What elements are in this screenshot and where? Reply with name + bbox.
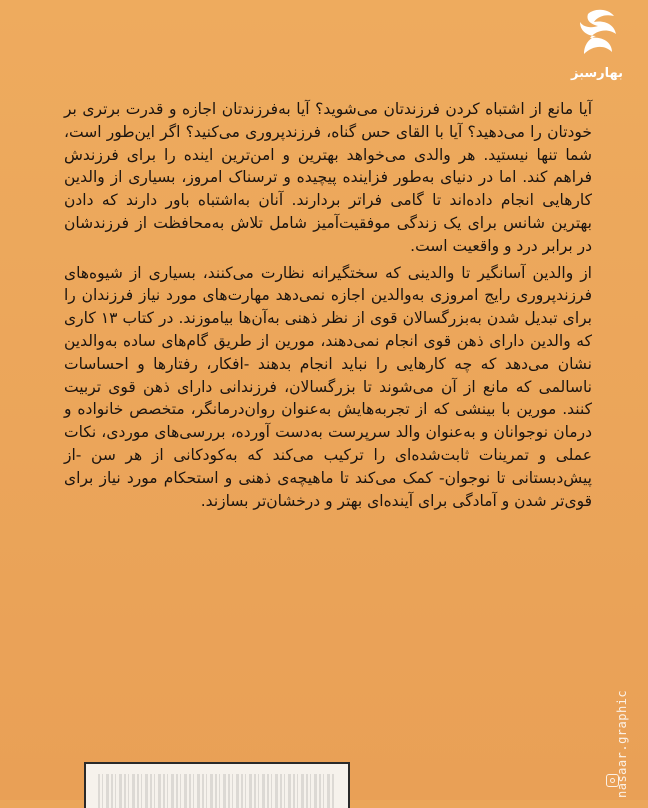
barcode-lines <box>98 774 336 808</box>
publisher-logo-icon <box>574 8 622 66</box>
barcode <box>84 762 350 808</box>
publisher-name: بهارسبز <box>570 66 623 81</box>
blurb-text <box>64 98 592 516</box>
instagram-icon <box>606 774 619 787</box>
blurb-paragraph-1: آیا مانع از اشتباه کردن فرزندتان می‌شوید؟ آیا به‌فرزندتان اجازه و قدرت برتری بر خودتان را می‌دهید؟ آیا با القای حس گناه، فرزندپروری می‌کنید؟ اگر این‌طور است، شما تنها نیستید. هر والدی می‌خواهد بهترین و امن‌ترین اینده را برای فرزندش فراهم کند. اما در دنیای به‌طور فزاینده پیچیده و ترسناک امروز، بسیاری از والدین کارهایی انجام داده‌اند تا گامی فراتر بردارند. آنان به‌اشتباه باور دارند که دادن بهترین شانس برای یک زندگی موفقیت‌آمیز شامل تلاش به‌محافظت از فرزندشان در برابر درد و واقعیت است. <box>64 100 592 255</box>
blurb-paragraph-2: از والدین آسانگیر تا والدینی که سختگیرانه نظارت می‌کنند، بسیاری از شیوه‌های فرزندپروری رایج امروزی به‌والدین اجازه نمی‌دهد مهارت‌های مورد نیاز فرزندان را برای تبدیل شدن به‌بزرگسالان قوی از نظر ذهنی به‌آن‌ها بیاموزند. در کتاب ۱۳ کاری که والدین دارای ذهن قوی انجام نمی‌دهند، مورین از طریق گام‌های ساده به‌والدین نشان می‌دهد که چه کارهایی را نباید انجام بدهند -افکار، رفتارها و احساسات ناسالمی که مانع از آن می‌شوند تا بزرگسالان، فرزندانی دارای ذهن قوی تربیت کنند. مورین با بینشی که از تجربه‌هایش به‌عنوان روان‌درمانگر، متخصص خانواده و درمان نوجوانان و به‌عنوان والد سرپرست به‌دست آورده، بررسی‌های موردی، نکات عملی و تمرینات ثابت‌شده‌ای را ترکیب می‌کند که به‌کودکانی از هر سن -از پیش‌دبستانی تا نوجوان- کمک می‌کند تا ماهیچه‌ی ذهنی و استحکام مورد نیاز برای قوی‌تر شدن و آمادگی برای آینده‌ای بهتر و درخشان‌تر بسازند. <box>64 263 592 510</box>
publisher-logo <box>568 8 628 88</box>
designer-credit: nasaar.graphic <box>615 689 629 798</box>
